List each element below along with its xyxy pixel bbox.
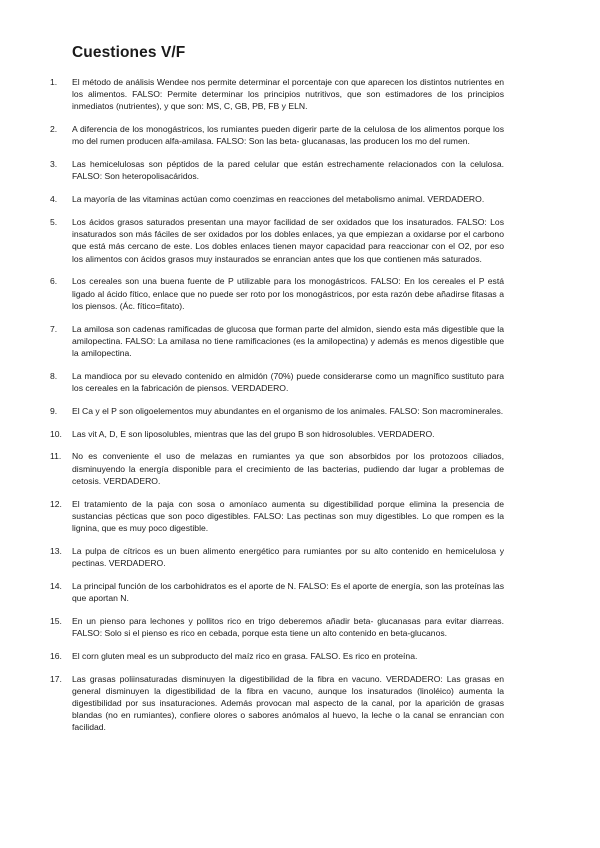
question-number: 15.: [50, 615, 62, 626]
question-text: La pulpa de cítricos es un buen alimento energético para rumiantes por su alto contenido en hemicelulosa y pectinas. VERDADERO.: [72, 545, 504, 569]
question-item: [50, 216, 504, 265]
question-number: 13.: [50, 545, 62, 556]
question-text: Las hemicelulosas son péptidos de la pared celular que están estrechamente relacionados con la celulosa. FALSO: Son heteropolisacáridos.: [72, 159, 504, 182]
question-text: La principal función de los carbohidratos es el aporte de N. FALSO: Es el aporte de energía, son las proteínas las que aportan N.: [72, 580, 504, 604]
question-number: 1.: [50, 77, 58, 87]
question-item: [50, 545, 504, 569]
question-item: [50, 123, 504, 147]
question-number: 10.: [50, 428, 62, 439]
question-number: 17.: [50, 673, 62, 684]
question-text: El Ca y el P son oligoelementos muy abundantes en el organismo de los animales. FALSO: Son macrominerales.: [72, 405, 504, 416]
question-item: [50, 428, 504, 440]
question-text: Las vit A, D, E son liposolubles, mientras que las del grupo B son hidrosolubles. VERDADERO.: [72, 428, 435, 439]
question-item: [50, 450, 504, 487]
page-title: Cuestiones V/F: [72, 44, 186, 61]
question-item: [50, 76, 504, 113]
question-item: [50, 323, 504, 360]
question-text: El corn gluten meal es un subproducto del maíz rico en grasa. FALSO. Es rico en proteína.: [72, 650, 418, 661]
question-text: El tratamiento de la paja con sosa o amoníaco aumenta su digestibilidad porque elimina la presencia de sustancias pécticas que son poco digestibles. FALSO: Las pectinas son muy digestibles. Lo que rompen es la lignina, que es muy poco digestible.: [72, 498, 504, 534]
question-number: 14.: [50, 580, 62, 591]
question-number: 9.: [50, 405, 58, 416]
question-number: 12.: [50, 498, 62, 509]
question-number: 4.: [50, 194, 58, 205]
question-text: El método de análisis Wendee nos permite determinar el porcentaje con que aparecen los distintos nutrientes en los alimentos. FALSO: Permite determinar los principios nutritivos, que son estimadores de los principios inmediatos (nutrientes), y que son: MS, C, GB, PB, FB y ELN.: [72, 77, 504, 112]
question-item: [50, 275, 504, 312]
question-number: 6.: [50, 276, 58, 287]
question-item: [50, 193, 504, 205]
question-number: 8.: [50, 370, 58, 381]
question-item: [50, 650, 504, 662]
question-item: [50, 158, 504, 182]
question-text: La amilosa son cadenas ramificadas de glucosa que forman parte del almidon, siendo esta más digestible que la amilopectina. FALSO: La amilasa no tiene ramificaciones (es la amilopectina) y además es menos digestible que la amilopectina.: [72, 323, 504, 359]
question-text: Las grasas poliinsaturadas disminuyen la digestibilidad de la fibra en vacuno. VERDADERO: Las grasas en general disminuyen la digestibilidad de la fibra en vacuno, aunque los insaturados (linoléico) aumenta la digestibilidad por sus insaturaciones. Además provocan mal aspecto de la canal, por la aparición de grasas blandas (no en rumiantes), confiere olores o sabores anómalos al huevo, la leche o la canal se enrancian con facilidad.: [72, 673, 504, 733]
question-text: La mayoría de las vitaminas actúan como coenzimas en reacciones del metabolismo animal. VERDADERO.: [72, 194, 485, 205]
question-item: [50, 405, 504, 417]
question-number: 16.: [50, 650, 62, 661]
question-text: Los cereales son una buena fuente de P utilizable para los monogástricos. FALSO: En los cereales el P está ligado al ácido fítico, enlace que no puede ser roto por los monogástricos, por esta razón debe añadirse fitasas a los piensos. (Ác. fítico=fitato).: [72, 276, 504, 311]
question-list: [50, 76, 504, 744]
question-number: 3.: [50, 159, 58, 170]
question-number: 2.: [50, 124, 58, 135]
question-text: En un pienso para lechones y pollitos rico en trigo deberemos añadir beta- glucanasas para evitar diarreas. FALSO: Solo si el pienso es rico en cebada, porque esta tiene un alto contenido en beta-glucanos.: [72, 615, 504, 639]
question-number: 5.: [50, 217, 58, 227]
question-text: A diferencia de los monogástricos, los rumiantes pueden digerir parte de la celulosa de los alimentos porque los mo del rumen producen alfa-amilasa. FALSO: Son las beta- glucanasas, las producen los mo del rumen.: [72, 124, 504, 147]
question-item: [50, 580, 504, 604]
question-item: [50, 673, 504, 734]
question-number: 7.: [50, 323, 58, 334]
question-text: Los ácidos grasos saturados presentan una mayor facilidad de ser oxidados que los insaturados. FALSO: Los insaturados son más fáciles de ser oxidados por los dobles enlaces, ya que empiezan a oxidarse por el carbono que está más cercano de este. Los dobles enlaces tienen mayor capacidad para reaccionar con el O2, por eso los alimentos con ácidos grasos muy instaurados se enrancian antes que los que contienen más saturados.: [72, 217, 504, 264]
question-text: No es conveniente el uso de melazas en rumiantes ya que son absorbidos por los protozoos ciliados, disminuyendo la energía disponible para el crecimiento de las bacterias, pudiendo dar lugar a problemas de cetosis. VERDADERO.: [72, 451, 504, 486]
question-item: [50, 498, 504, 535]
question-item: [50, 615, 504, 639]
question-item: [50, 370, 504, 394]
question-number: 11.: [50, 451, 62, 462]
question-text: La mandioca por su elevado contenido en almidón (70%) puede considerarse como un magnífico sustituto para los cereales en la fabricación de piensos. VERDADERO.: [72, 370, 504, 394]
